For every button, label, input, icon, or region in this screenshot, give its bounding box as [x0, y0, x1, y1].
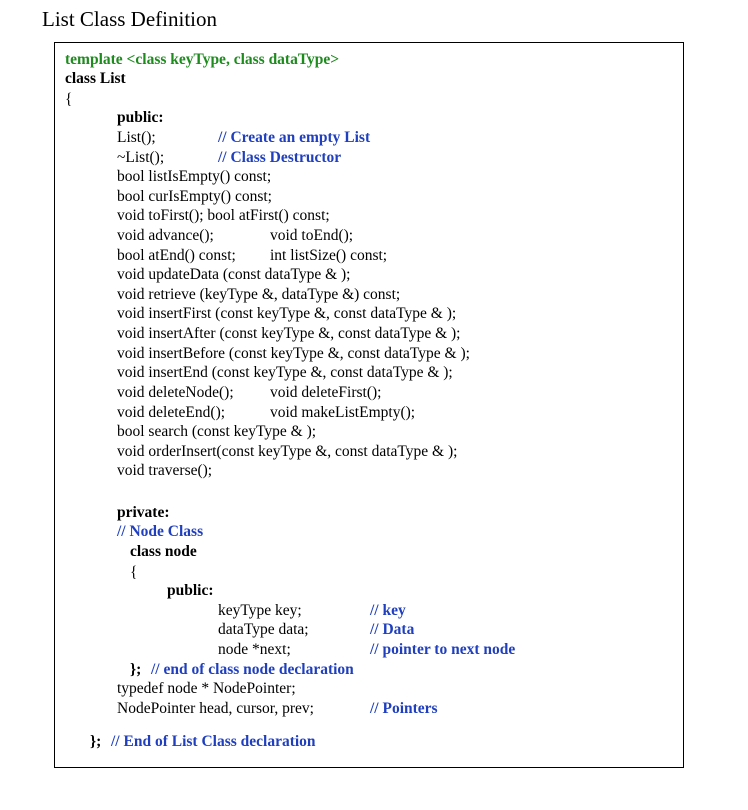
- public-label: public:: [117, 109, 164, 126]
- search-decl: bool search (const keyType & );: [117, 423, 317, 440]
- node-public-label: public:: [167, 582, 214, 599]
- list-size-decl: int listSize() const;: [270, 247, 388, 264]
- node-close-comment: // end of class node declaration: [151, 661, 354, 678]
- data-member-decl: dataType data;: [218, 621, 309, 638]
- pointers-decl: NodePointer head, cursor, prev;: [117, 700, 314, 717]
- data-comment: // Data: [370, 621, 415, 638]
- list-is-empty-decl: bool listIsEmpty() const;: [117, 168, 272, 185]
- template-line: template <class keyType, class dataType>: [65, 51, 340, 68]
- order-insert-decl: void orderInsert(const keyType &, const dataType & );: [117, 443, 458, 460]
- insert-end-decl: void insertEnd (const keyType &, const dataType & );: [117, 364, 453, 381]
- class-line: class List: [65, 70, 126, 87]
- open-brace: {: [65, 91, 73, 108]
- node-class-comment: // Node Class: [117, 523, 204, 540]
- page-heading: List Class Definition: [42, 7, 217, 31]
- insert-first-decl: void insertFirst (const keyType &, const dataType & );: [117, 305, 457, 322]
- update-data-decl: void updateData (const dataType & );: [117, 266, 351, 283]
- key-comment: // key: [370, 602, 406, 619]
- next-comment: // pointer to next node: [370, 641, 516, 658]
- make-list-empty-decl: void makeListEmpty();: [270, 404, 416, 421]
- destructor-decl: ~List();: [117, 149, 165, 166]
- at-end-decl: bool atEnd() const;: [117, 247, 236, 264]
- insert-before-decl: void insertBefore (const keyType &, const dataType & );: [117, 345, 470, 362]
- node-open-brace: {: [130, 564, 138, 581]
- class-close-brace: };: [90, 733, 102, 750]
- retrieve-decl: void retrieve (keyType &, dataType &) const;: [117, 286, 401, 303]
- typedef-line: typedef node * NodePointer;: [117, 680, 296, 697]
- destructor-comment: // Class Destructor: [218, 149, 342, 166]
- delete-node-decl: void deleteNode();: [117, 384, 234, 401]
- constructor-comment: // Create an empty List: [218, 129, 371, 146]
- key-member-decl: keyType key;: [218, 602, 302, 619]
- cur-is-empty-decl: bool curIsEmpty() const;: [117, 188, 272, 205]
- pointers-comment: // Pointers: [370, 700, 438, 717]
- insert-after-decl: void insertAfter (const keyType &, const dataType & );: [117, 325, 461, 342]
- class-node-line: class node: [130, 543, 197, 560]
- next-member-decl: node *next;: [218, 641, 291, 658]
- to-first-at-first-decl: void toFirst(); bool atFirst() const;: [117, 207, 330, 224]
- delete-first-decl: void deleteFirst();: [270, 384, 382, 401]
- private-label: private:: [117, 504, 170, 521]
- constructor-decl: List();: [117, 129, 156, 146]
- class-close-comment: // End of List Class declaration: [111, 733, 316, 750]
- traverse-decl: void traverse();: [117, 462, 213, 479]
- node-close-brace: };: [130, 661, 142, 678]
- to-end-decl: void toEnd();: [270, 227, 354, 244]
- advance-decl: void advance();: [117, 227, 214, 244]
- delete-end-decl: void deleteEnd();: [117, 404, 226, 421]
